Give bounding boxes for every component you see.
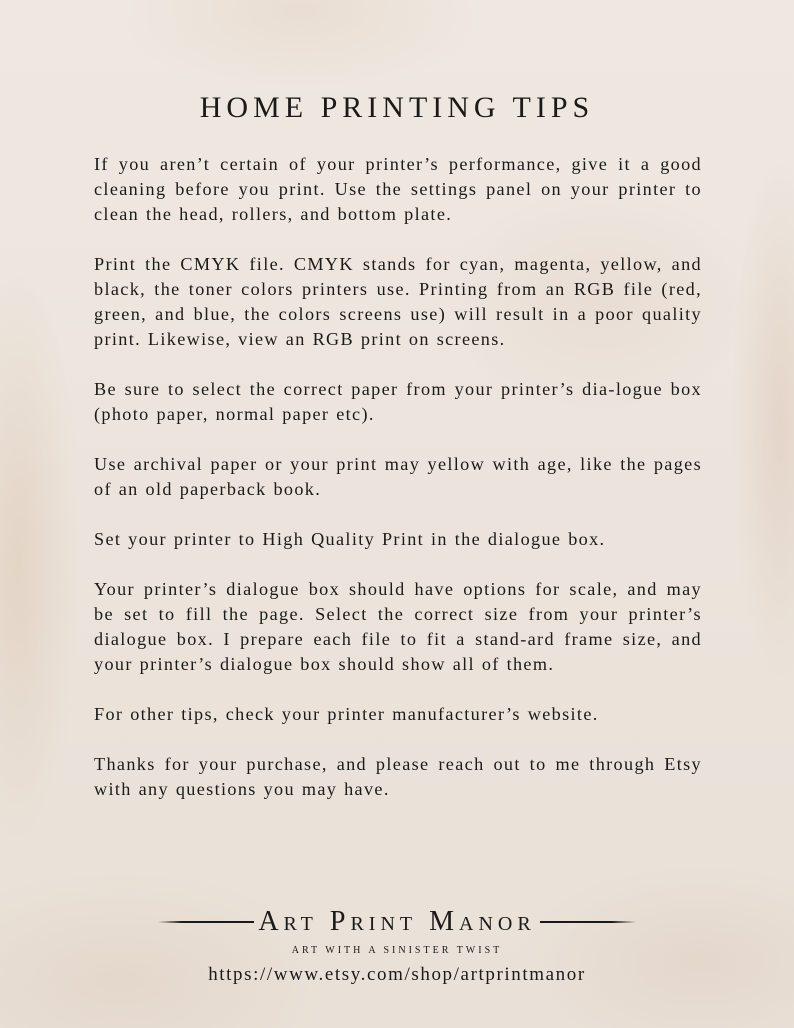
thanks-note: Thanks for your purchase, and please reach out to me through Etsy with any questions you may have. — [94, 754, 702, 799]
tip-archival-paper: Use archival paper or your print may yellow with age, like the pages of an old paperback book. — [94, 454, 702, 499]
brand-name: Art Print Manor — [258, 906, 536, 937]
tip-scale: Your printer’s dialogue box should have options for scale, and may be set to fill the page. Select the correct size from your printer’s dialogue box. I prepare each file to fit a stand-ard frame size, and your printer’s dialogue box should show all of them. — [94, 579, 702, 674]
brand-tagline: ART WITH A SINISTER TWIST — [291, 945, 503, 956]
tip-quality: Set your printer to High Quality Print in the dialogue box. — [94, 529, 606, 549]
tip-other: For other tips, check your printer manufacturer’s website. — [94, 704, 599, 724]
tip-cleaning: If you aren’t certain of your printer’s performance, give it a good cleaning before you print. Use the settings panel on your printer to clean the head, rollers, and bottom plate. — [94, 154, 702, 224]
brand-rule-right — [540, 921, 636, 923]
brand-rule-left — [158, 921, 254, 923]
tip-cmyk: Print the CMYK file. CMYK stands for cyan, magenta, yellow, and black, the toner colors printers use. Printing from an RGB file (red, green, and blue, the colors screens use) will result in a poor quality print. Likewise, view an RGB print on screens. — [94, 254, 702, 349]
tip-paper-selection: Be sure to select the correct paper from your printer’s dia-logue box (photo paper, normal paper etc). — [94, 379, 702, 424]
brand-lockup — [0, 906, 794, 938]
shop-url[interactable]: https://www.etsy.com/shop/artprintmanor — [208, 964, 586, 985]
tips-body — [94, 152, 702, 827]
page-title: HOME PRINTING TIPS — [199, 91, 595, 124]
